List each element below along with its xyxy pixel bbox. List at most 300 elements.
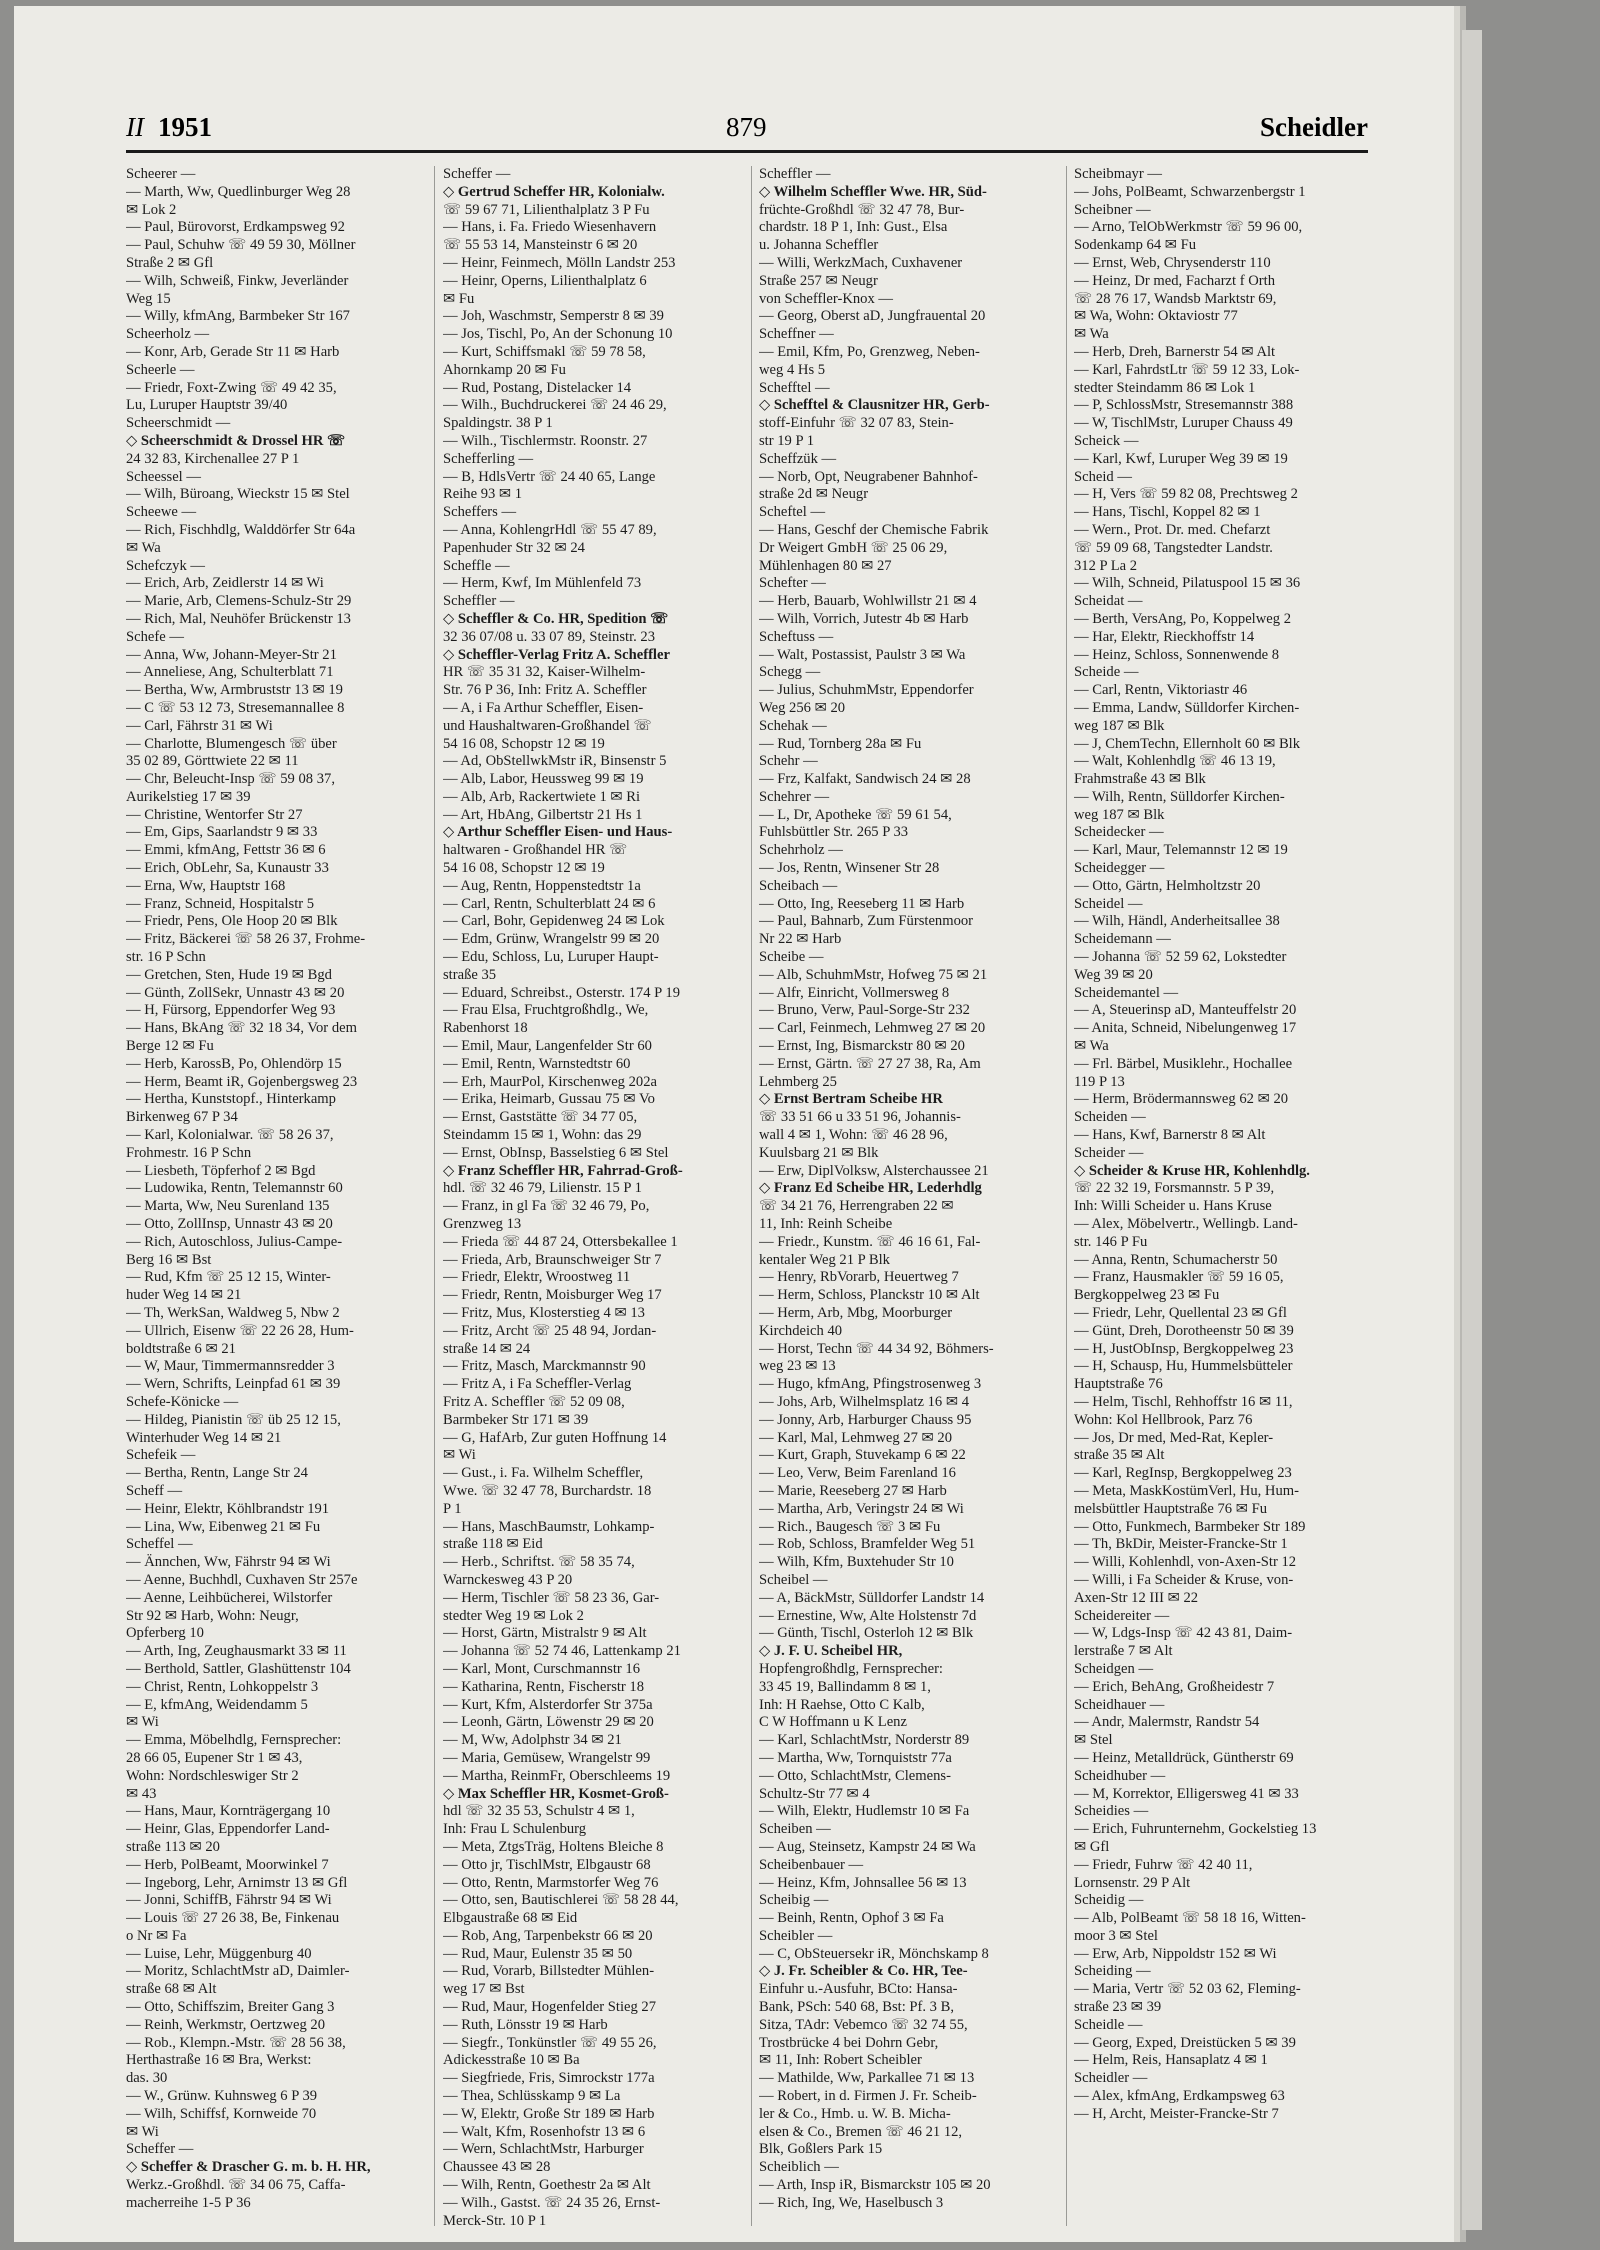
entry-line: kentaler Weg 21 P Blk	[759, 1251, 890, 1268]
entry-line: — Em, Gips, Saarlandstr 9 ✉ 33	[126, 824, 318, 841]
firm-entry-line: ◇ Max Scheffler HR, Kosmet-Groß-	[443, 1785, 669, 1802]
surname-heading: Scheibel —	[759, 1571, 828, 1588]
entry-line: — Georg, Exped, Dreistücken 5 ✉ 39	[1074, 2034, 1296, 2051]
entry-line: straße 68 ✉ Alt	[126, 1981, 217, 1998]
entry-line: — Rud, Maur, Eulenstr 35 ✉ 50	[443, 1945, 633, 1962]
entry-line: ✉ Fu	[443, 290, 475, 307]
entry-line: Hopfengroßhdlg, Fernsprecher:	[759, 1660, 943, 1677]
entry-line: — Ernst, ObInsp, Basselstieg 6 ✉ Stel	[443, 1144, 669, 1161]
entry-line: — Anna, Ww, Johann-Meyer-Str 21	[126, 646, 337, 663]
surname-heading: Scheidereiter —	[1074, 1607, 1170, 1624]
firm-entry-line: ◇ Franz Scheffler HR, Fahrrad-Groß-	[443, 1162, 683, 1179]
entry-line: — Robert, in d. Firmen J. Fr. Scheib-	[759, 2088, 977, 2105]
directory-column-2	[443, 166, 741, 2226]
entry-line: — Otto, Rentn, Marmstorfer Weg 76	[443, 1874, 659, 1891]
entry-line: — Fritz, Bäckerei ☏ 58 26 37, Frohme-	[126, 931, 366, 948]
entry-line: — Hildeg, Pianistin ☏ üb 25 12 15,	[126, 1411, 341, 1428]
entry-line: — Rud, Tornberg 28a ✉ Fu	[759, 735, 922, 752]
surname-heading: Scheidel —	[1074, 895, 1143, 912]
entry-line: — Joh, Waschmstr, Semperstr 8 ✉ 39	[443, 308, 664, 325]
entry-line: — Hertha, Kunststopf., Hinterkamp	[126, 1091, 336, 1108]
entry-line: früchte-Großhdl ☏ 32 47 78, Bur-	[759, 201, 965, 218]
entry-line: Blk, Goßlers Park 15	[759, 2141, 883, 2158]
entry-line: ler & Co., Hmb. u. W. B. Micha-	[759, 2105, 951, 2122]
entry-line: Mühlenhagen 80 ✉ 27	[759, 557, 892, 574]
entry-line: straße 113 ✉ 20	[126, 1838, 220, 1855]
entry-line: — Friedr, Foxt-Zwing ☏ 49 42 35,	[126, 379, 337, 396]
surname-heading: Scheidies —	[1074, 1803, 1149, 1820]
entry-line: — Jos, Tischl, Po, An der Schonung 10	[443, 326, 673, 343]
entry-line: — Rich., Baugesch ☏ 3 ✉ Fu	[759, 1518, 941, 1535]
firm-entry-line: ◇ J. F. U. Scheibel HR,	[759, 1643, 903, 1660]
firm-entry-line: ◇ Franz Ed Scheibe HR, Lederhdlg	[759, 1180, 982, 1197]
entry-line: — Frl. Bärbel, Musiklehr., Hochallee	[1074, 1055, 1293, 1072]
entry-line: ☏ 55 53 14, Mansteinstr 6 ✉ 20	[443, 237, 638, 254]
entry-line: str 19 P 1	[759, 432, 815, 449]
entry-line: — Alfr, Einricht, Vollmersweg 8	[759, 984, 950, 1001]
entry-line: — Hans, Tischl, Koppel 82 ✉ 1	[1074, 504, 1261, 521]
entry-line: — Hugo, kfmAng, Pfingstrosenweg 3	[759, 1376, 982, 1393]
entry-line: Inh: Willi Scheider u. Hans Kruse	[1074, 1198, 1272, 1215]
entry-line: Werkz.-Großhdl. ☏ 34 06 75, Caffa-	[126, 2177, 346, 2194]
entry-line: straße 2d ✉ Neugr	[759, 486, 869, 503]
entry-line: — Alb, PolBeamt ☏ 58 18 16, Witten-	[1074, 1910, 1306, 1927]
entry-line: Wohn: Nordschleswiger Str 2	[126, 1767, 299, 1784]
surname-heading: Scheewe —	[126, 504, 197, 521]
entry-line: Dr Weigert GmbH ☏ 25 06 29,	[759, 539, 948, 556]
surname-heading: von Scheffler-Knox —	[759, 290, 893, 307]
entry-line: — Alb, Labor, Heussweg 99 ✉ 19	[443, 771, 644, 788]
entry-line: — Heinr, Feinmech, Mölln Landstr 253	[443, 254, 676, 271]
entry-line: — Th, WerkSan, Waldweg 5, Nbw 2	[126, 1305, 340, 1321]
surname-heading: Scheidig —	[1074, 1892, 1144, 1909]
entry-line: hdl. ☏ 32 46 79, Lilienstr. 15 P 1	[443, 1180, 642, 1197]
entry-line: — Moritz, SchlachtMstr aD, Daimler-	[126, 1963, 350, 1980]
entry-line: — Frieda, Arb, Braunschweiger Str 7	[443, 1251, 662, 1268]
entry-line: — Carl, Fährstr 31 ✉ Wi	[126, 717, 273, 734]
entry-line: — Wilh, Elektr, Hudlemstr 10 ✉ Fa	[759, 1803, 970, 1820]
entry-line: — Hans, Geschf der Chemische Fabrik	[759, 521, 989, 538]
entry-line: Merck-Str. 10 P 1	[443, 2212, 547, 2226]
surname-heading: Scheiden —	[1074, 1109, 1146, 1126]
surname-heading: Scheerschmidt —	[126, 415, 231, 432]
entry-line: — Charlotte, Blumengesch ☏ über	[126, 735, 337, 752]
book-spine	[1462, 30, 1482, 2230]
entry-line: — W, Elektr, Große Str 189 ✉ Harb	[443, 2105, 655, 2122]
entry-line: — Wern, SchlachtMstr, Harburger	[443, 2141, 644, 2158]
entry-line: Opferberg 10	[126, 1625, 204, 1642]
entry-line: — Martha, Ww, Tornquiststr 77a	[759, 1749, 952, 1766]
entry-line: — Otto, Ing, Reeseberg 11 ✉ Harb	[759, 895, 965, 912]
entry-line: — Herb, Dreh, Barnerstr 54 ✉ Alt	[1074, 343, 1276, 360]
entry-line: Lehmberg 25	[759, 1073, 837, 1090]
entry-line: straße 118 ✉ Eid	[443, 1536, 543, 1553]
entry-line: — Emil, Kfm, Po, Grenzweg, Neben-	[759, 343, 980, 360]
entry-line: ✉ Stel	[1074, 1732, 1113, 1749]
entry-line: — E, kfmAng, Weidendamm 5	[126, 1696, 308, 1713]
entry-line: — Norb, Opt, Neugrabener Bahnhof-	[759, 468, 978, 485]
entry-line: — Horst, Gärtn, Mistralstr 9 ✉ Alt	[443, 1625, 647, 1642]
surname-heading: Scheibenbauer —	[759, 1856, 864, 1873]
entry-line: — Otto, ZollInsp, Unnastr 43 ✉ 20	[126, 1216, 333, 1233]
entry-line: — Alb, Arb, Rackertwiete 1 ✉ Ri	[443, 788, 641, 805]
entry-line: — Heinz, Schloss, Sonnenwende 8	[1074, 646, 1280, 663]
firm-entry-line: ◇ Scheffer & Drascher G. m. b. H. HR,	[126, 2159, 371, 2176]
entry-line: — Otto jr, TischlMstr, Elbgaustr 68	[443, 1856, 651, 1873]
entry-line: — Franz, Hausmakler ☏ 59 16 05,	[1074, 1269, 1284, 1286]
entry-line: — Art, HbAng, Gilbertstr 21 Hs 1	[443, 806, 643, 823]
entry-line: — Herm, Beamt iR, Gojenbergsweg 23	[126, 1073, 358, 1090]
entry-line: — Wilh., Gastst. ☏ 24 35 26, Ernst-	[443, 2194, 661, 2211]
entry-line: — Herm, Arb, Mbg, Moorburger	[759, 1305, 953, 1321]
entry-line: 312 P La 2	[1074, 557, 1138, 574]
surname-heading: Scheffel —	[126, 1536, 193, 1553]
entry-line: — Bruno, Verw, Paul-Sorge-Str 232	[759, 1002, 970, 1019]
entry-line: — Wern, Schrifts, Leinpfad 61 ✉ 39	[126, 1376, 341, 1393]
entry-line: — Helm, Reis, Hansaplatz 4 ✉ 1	[1074, 2052, 1268, 2069]
entry-line: Birkenweg 67 P 34	[126, 1109, 238, 1126]
entry-line: Frahmstraße 43 ✉ Blk	[1074, 771, 1206, 788]
entry-line: Lu, Luruper Hauptstr 39/40	[126, 397, 288, 414]
entry-line: — Leonh, Gärtn, Löwenstr 29 ✉ 20	[443, 1714, 654, 1731]
surname-heading: Schefter —	[759, 575, 826, 592]
entry-line: — Hans, Kwf, Barnerstr 8 ✉ Alt	[1074, 1127, 1266, 1144]
entry-line: und Haushaltwaren-Großhandel ☏	[443, 717, 652, 734]
entry-line: Straße 257 ✉ Neugr	[759, 272, 878, 289]
entry-line: — Meta, ZtgsTräg, Holtens Bleiche 8	[443, 1838, 664, 1855]
entry-line: — Georg, Oberst aD, Jungfrauental 20	[759, 308, 986, 325]
entry-line: — C ☏ 53 12 73, Stresemannallee 8	[126, 699, 345, 716]
entry-line: Steindamm 15 ✉ 1, Wohn: das 29	[443, 1127, 642, 1144]
entry-line: — Siegfr., Tonkünstler ☏ 49 55 26,	[443, 2034, 657, 2051]
entry-line: Elbgaustraße 68 ✉ Eid	[443, 1910, 578, 1927]
entry-line: ☏ 59 09 68, Tangstedter Landstr.	[1074, 539, 1273, 556]
surname-heading: Schehak —	[759, 717, 827, 734]
entry-line: — B, HdlsVertr ☏ 24 40 65, Lange	[443, 468, 656, 485]
entry-line: straße 35 ✉ Alt	[1074, 1447, 1165, 1464]
surname-heading: Schegg —	[759, 664, 821, 681]
entry-line: — Herm, Tischler ☏ 58 23 36, Gar-	[443, 1589, 660, 1606]
entry-line: — Fritz, Mus, Klosterstieg 4 ✉ 13	[443, 1305, 645, 1321]
entry-line: — Friedr, Rentn, Moisburger Weg 17	[443, 1287, 662, 1304]
entry-line: 32 36 07/08 u. 33 07 89, Steinstr. 23	[443, 628, 656, 645]
entry-line: — Walt, Postassist, Paulstr 3 ✉ Wa	[759, 646, 966, 663]
entry-line: — Heinr, Operns, Lilienthalplatz 6	[443, 272, 647, 289]
entry-line: — Herb, Bauarb, Wohlwillstr 21 ✉ 4	[759, 593, 977, 610]
guide-word: Scheidler	[1260, 112, 1368, 142]
entry-line: — Katharina, Rentn, Fischerstr 18	[443, 1678, 645, 1695]
entry-line: — C, ObSteuersekr iR, Mönchskamp 8	[759, 1945, 989, 1962]
entry-line: — Herm, Schloss, Planckstr 10 ✉ Alt	[759, 1287, 980, 1304]
entry-line: 28 66 05, Eupener Str 1 ✉ 43,	[126, 1749, 303, 1766]
entry-line: Winterhuder Weg 14 ✉ 21	[126, 1429, 282, 1446]
entry-line: — Frieda ☏ 44 87 24, Ottersbekallee 1	[443, 1233, 678, 1250]
surname-heading: Scheiding —	[1074, 1963, 1151, 1980]
surname-heading: Scheidemann —	[1074, 931, 1171, 948]
surname-heading: Scheiblich —	[759, 2159, 839, 2176]
entry-line: — Emma, Möbelhdlg, Fernsprecher:	[126, 1732, 342, 1749]
entry-line: Nr 22 ✉ Harb	[759, 931, 842, 948]
entry-line: weg 17 ✉ Bst	[443, 1981, 525, 1998]
directory-page	[14, 6, 1454, 2242]
surname-heading: Schefe-Könicke —	[126, 1393, 239, 1410]
entry-line: 119 P 13	[1074, 1073, 1125, 1090]
surname-heading: Scheerle —	[126, 361, 195, 378]
entry-line: — Rich, Fischhdlg, Walddörfer Str 64a	[126, 521, 356, 538]
surname-heading: Scheider —	[1074, 1144, 1144, 1161]
entry-line: — Rob, Ang, Tarpenbekstr 66 ✉ 20	[443, 1927, 653, 1944]
entry-line: — A, i Fa Arthur Scheffler, Eisen-	[443, 699, 644, 716]
entry-line: — Fritz, Masch, Marckmannstr 90	[443, 1358, 646, 1375]
entry-line: Chaussee 43 ✉ 28	[443, 2159, 551, 2176]
column-rule	[434, 166, 435, 2226]
entry-line: — Walt, Kohlenhdlg ☏ 46 13 19,	[1074, 753, 1276, 770]
entry-line: — Ernst, Gärtn. ☏ 27 27 38, Ra, Am	[759, 1055, 981, 1072]
entry-line: Kirchdeich 40	[759, 1322, 843, 1339]
entry-line: — Ernst, Web, Chrysenderstr 110	[1074, 254, 1271, 271]
entry-line: — Ad, ObStellwkMstr iR, Binsenstr 5	[443, 753, 667, 770]
entry-line: — Rud, Maur, Hogenfelder Stieg 27	[443, 1999, 657, 2016]
entry-line: — H, Vers ☏ 59 82 08, Prechtsweg 2	[1074, 486, 1298, 503]
entry-line: — Otto, SchlachtMstr, Clemens-	[759, 1767, 951, 1784]
entry-line: — Franz, in gl Fa ☏ 32 46 79, Po,	[443, 1198, 650, 1215]
entry-line: weg 187 ✉ Blk	[1074, 806, 1165, 823]
entry-line: — Kurt, Kfm, Alsterdorfer Str 375a	[443, 1696, 653, 1713]
entry-line: — Gretchen, Sten, Hude 19 ✉ Bgd	[126, 966, 332, 983]
year: 1951	[157, 112, 212, 142]
entry-line: Weg 256 ✉ 20	[759, 699, 846, 716]
entry-line: — Martha, ReinmFr, Oberschleems 19	[443, 1767, 671, 1784]
entry-line: Str 92 ✉ Harb, Wohn: Neugr,	[126, 1607, 299, 1624]
entry-line: C W Hoffmann u K Lenz	[759, 1714, 907, 1731]
surname-heading: Scheff —	[126, 1482, 183, 1499]
entry-line: — Karl, SchlachtMstr, Norderstr 89	[759, 1732, 970, 1749]
entry-line: — Rob., Klempn.-Mstr. ☏ 28 56 38,	[126, 2034, 346, 2051]
entry-line: — G, HafArb, Zur guten Hoffnung 14	[443, 1429, 667, 1446]
entry-line: ✉ Wa	[1074, 326, 1109, 343]
entry-line: — Günth, ZollSekr, Unnastr 43 ✉ 20	[126, 984, 345, 1001]
entry-line: — Rich, Ing, We, Haselbusch 3	[759, 2194, 944, 2211]
entry-line: — Marie, Reeseberg 27 ✉ Harb	[759, 1482, 947, 1499]
entry-line: — Wilh, Kfm, Buxtehuder Str 10	[759, 1554, 954, 1571]
entry-line: — Rich, Mal, Neuhöfer Brückenstr 13	[126, 610, 351, 627]
entry-line: — Arth, Ing, Zeughausmarkt 33 ✉ 11	[126, 1643, 347, 1660]
entry-line: ☏ 22 32 19, Forsmannstr. 5 P 39,	[1074, 1180, 1275, 1197]
entry-line: — Eduard, Schreibst., Osterstr. 174 P 19	[443, 984, 680, 1001]
entry-line: — Willi, Kohlenhdl, von-Axen-Str 12	[1074, 1554, 1297, 1571]
entry-line: — Wilh., Tischlermstr. Roonstr. 27	[443, 432, 648, 449]
entry-line: — H, Archt, Meister-Francke-Str 7	[1074, 2105, 1279, 2122]
entry-line: weg 4 Hs 5	[759, 361, 826, 378]
entry-line: — Aenne, Buchhdl, Cuxhaven Str 257e	[126, 1571, 358, 1588]
entry-line: ☏ 33 51 66 u 33 51 96, Johannis-	[759, 1109, 961, 1126]
entry-line: — Heinz, Dr med, Facharzt f Orth	[1074, 272, 1275, 289]
entry-line: Grenzweg 13	[443, 1216, 522, 1233]
entry-line: — H, Schausp, Hu, Hummelsbütteler	[1074, 1358, 1293, 1375]
entry-line: — Bertha, Ww, Armbruststr 13 ✉ 19	[126, 682, 343, 699]
entry-line: Papenhuder Str 32 ✉ 24	[443, 539, 585, 556]
surname-heading: Scheid —	[1074, 468, 1132, 485]
entry-line: str. 146 P Fu	[1074, 1233, 1148, 1250]
entry-line: — Marie, Arb, Clemens-Schulz-Str 29	[126, 593, 352, 610]
entry-line: — Konr, Arb, Gerade Str 11 ✉ Harb	[126, 343, 340, 360]
surname-heading: Scheibner —	[1074, 201, 1151, 218]
entry-line: boldtstraße 6 ✉ 21	[126, 1340, 236, 1357]
directory-column-1	[126, 166, 424, 2226]
volume-number: II	[126, 112, 144, 142]
entry-line: — Martha, Arb, Veringstr 24 ✉ Wi	[759, 1500, 964, 1517]
entry-line: — Chr, Beleucht-Insp ☏ 59 08 37,	[126, 771, 335, 788]
surname-heading: Scheibler —	[759, 1927, 833, 1944]
entry-line: — A, Steuerinsp aD, Manteuffelstr 20	[1074, 1002, 1297, 1019]
entry-line: 24 32 83, Kirchenallee 27 P 1	[126, 450, 300, 467]
entry-line: — Jonny, Arb, Harburger Chauss 95	[759, 1411, 972, 1428]
entry-line: — Christ, Rentn, Lohkoppelstr 3	[126, 1678, 319, 1695]
entry-line: Berge 12 ✉ Fu	[126, 1038, 214, 1055]
entry-line: — Willi, WerkzMach, Cuxhavener	[759, 254, 963, 271]
entry-line: — Edm, Grünw, Wrangelstr 99 ✉ 20	[443, 931, 660, 948]
entry-line: Lornsenstr. 29 P Alt	[1074, 1874, 1191, 1891]
entry-line: — Herb, PolBeamt, Moorwinkel 7	[126, 1856, 329, 1873]
entry-line: — Johanna ☏ 52 59 62, Lokstedter	[1074, 949, 1287, 966]
entry-line: — Aug, Steinsetz, Kampstr 24 ✉ Wa	[759, 1838, 976, 1855]
firm-entry-line: ◇ Schefftel & Clausnitzer HR, Gerb-	[759, 397, 990, 414]
entry-line: — Otto, Gärtn, Helmholtzstr 20	[1074, 877, 1261, 894]
entry-line: — Paul, Bürovorst, Erdkampsweg 92	[126, 219, 345, 236]
entry-line: — Paul, Schuhw ☏ 49 59 30, Möllner	[126, 237, 356, 254]
entry-line: chardstr. 18 P 1, Inh: Gust., Elsa	[759, 219, 948, 236]
entry-line: — Bertha, Rentn, Lange Str 24	[126, 1465, 308, 1482]
entry-line: — M, Korrektor, Elligersweg 41 ✉ 33	[1074, 1785, 1299, 1802]
entry-line: — Wilh, Schiffsf, Kornweide 70	[126, 2105, 317, 2122]
entry-line: Frohmestr. 16 P Schn	[126, 1144, 252, 1161]
entry-line: — Walt, Kfm, Rosenhofstr 13 ✉ 6	[443, 2123, 646, 2140]
firm-entry-line: ◇ Gertrud Scheffer HR, Kolonialw.	[443, 183, 665, 200]
entry-line: Ahornkamp 20 ✉ Fu	[443, 361, 566, 378]
entry-line: — Carl, Rentn, Schulterblatt 24 ✉ 6	[443, 895, 656, 912]
entry-line: — Friedr, Fuhrw ☏ 42 40 11,	[1074, 1856, 1253, 1873]
entry-line: — Carl, Feinmech, Lehmweg 27 ✉ 20	[759, 1020, 986, 1037]
surname-heading: Scheffer —	[443, 166, 511, 182]
surname-heading: Scheffer —	[126, 2141, 194, 2158]
entry-line: — Karl, Mal, Lehmweg 27 ✉ 20	[759, 1429, 952, 1446]
entry-line: — Rob, Schloss, Bramfelder Weg 51	[759, 1536, 976, 1553]
entry-line: Wwe. ☏ 32 47 78, Burchardstr. 18	[443, 1482, 652, 1499]
surname-heading: Scheidegger —	[1074, 860, 1165, 877]
entry-line: — Franz, Schneid, Hospitalstr 5	[126, 895, 315, 912]
surname-heading: Schefczyk —	[126, 557, 206, 574]
surname-heading: Scheidgen —	[1074, 1660, 1154, 1677]
entry-line: — Erw, DiplVolksw, Alsterchaussee 21	[759, 1162, 989, 1179]
entry-line: Rabenhorst 18	[443, 1020, 528, 1037]
entry-line: ✉ Lok 2	[126, 201, 177, 218]
entry-line: — Kurt, Graph, Stuvekamp 6 ✉ 22	[759, 1447, 966, 1464]
surname-heading: Scheiben —	[759, 1821, 831, 1838]
entry-line: ✉ Wi	[126, 1714, 159, 1731]
entry-line: Bergkoppelweg 23 ✉ Fu	[1074, 1287, 1220, 1304]
entry-line: ✉ Wa	[1074, 1038, 1109, 1055]
entry-line: — Ernst, Ing, Bismarckstr 80 ✉ 20	[759, 1038, 965, 1055]
entry-line: — Anna, Rentn, Schumacherstr 50	[1074, 1251, 1278, 1268]
surname-heading: Scheidhauer —	[1074, 1696, 1165, 1713]
entry-line: 54 16 08, Schopstr 12 ✉ 19	[443, 860, 605, 877]
entry-line: — Jonni, SchiffB, Fährstr 94 ✉ Wi	[126, 1892, 332, 1909]
firm-entry-line: ◇ Arthur Scheffler Eisen- und Haus-	[443, 824, 673, 841]
surname-heading: Scheidecker —	[1074, 824, 1164, 841]
entry-line: — Gust., i. Fa. Wilhelm Scheffler,	[443, 1465, 644, 1482]
entry-line: P 1	[443, 1500, 462, 1517]
surname-heading: Scheidle —	[1074, 2016, 1143, 2033]
entry-line: Hauptstraße 76	[1074, 1376, 1163, 1393]
entry-line: — Herm, Brödermannsweg 62 ✉ 20	[1074, 1091, 1289, 1108]
entry-line: — Paul, Bahnarb, Zum Fürstenmoor	[759, 913, 974, 930]
entry-line: — Leo, Verw, Beim Farenland 16	[759, 1465, 956, 1482]
entry-line: — H, JustObInsp, Bergkoppelweg 23	[1074, 1340, 1294, 1357]
entry-line: — Fritz, Archt ☏ 25 48 94, Jordan-	[443, 1322, 657, 1339]
entry-line: — Aenne, Leihbücherei, Wilstorfer	[126, 1589, 333, 1606]
entry-line: — Karl, Mont, Curschmannstr 16	[443, 1660, 640, 1677]
entry-line: Weg 15	[126, 290, 171, 307]
entry-line: — Johanna ☏ 52 74 46, Lattenkamp 21	[443, 1643, 681, 1660]
entry-line: — Ännchen, Ww, Fährstr 94 ✉ Wi	[126, 1554, 331, 1571]
entry-line: ✉ 43	[126, 1785, 157, 1802]
surname-heading: Schefeik —	[126, 1447, 196, 1464]
entry-line: — Mathilde, Ww, Parkallee 71 ✉ 13	[759, 2070, 975, 2087]
entry-line: ✉ 11, Inh: Robert Scheibler	[759, 2052, 922, 2069]
surname-heading: Scheffle —	[443, 557, 510, 574]
entry-line: ☏ 34 21 76, Herrengraben 22 ✉	[759, 1198, 954, 1215]
entry-line: macherreihe 1-5 P 36	[126, 2194, 251, 2211]
page-header	[126, 106, 1368, 153]
entry-line: — Frz, Kalfakt, Sandwisch 24 ✉ 28	[759, 771, 971, 788]
entry-line: stedter Steindamm 86 ✉ Lok 1	[1074, 379, 1256, 396]
entry-line: — Rud, Kfm ☏ 25 12 15, Winter-	[126, 1269, 331, 1286]
entry-line: — Reinh, Werkmstr, Oertzweg 20	[126, 2016, 325, 2033]
entry-line: — Meta, MaskKostümVerl, Hu, Hum-	[1074, 1482, 1299, 1499]
entry-line: Schultz-Str 77 ✉ 4	[759, 1785, 870, 1802]
entry-line: lerstraße 7 ✉ Alt	[1074, 1643, 1173, 1660]
entry-line: 54 16 08, Schopstr 12 ✉ 19	[443, 735, 605, 752]
entry-line: — Erika, Heimarb, Gussau 75 ✉ Vo	[443, 1091, 655, 1108]
entry-line: Trostbrücke 4 bei Dohrn Gebr,	[759, 2034, 939, 2051]
entry-line: — Marta, Ww, Neu Surenland 135	[126, 1198, 330, 1215]
entry-line: — Siegfriede, Fris, Simrockstr 177a	[443, 2070, 655, 2087]
column-rule	[751, 166, 752, 2226]
entry-line: — Erich, ObLehr, Sa, Kunaustr 33	[126, 860, 329, 877]
entry-line: Fritz A. Scheffler ☏ 52 09 08,	[443, 1393, 625, 1410]
entry-line: — Lina, Ww, Eibenweg 21 ✉ Fu	[126, 1518, 321, 1535]
entry-line: — Alex, Möbelvertr., Wellingb. Land-	[1074, 1216, 1298, 1233]
entry-line: str. 16 P Schn	[126, 949, 206, 966]
entry-line: — Willy, kfmAng, Barmbeker Str 167	[126, 308, 350, 325]
entry-line: — J, ChemTechn, Ellernholt 60 ✉ Blk	[1074, 735, 1301, 752]
entry-line: Adickesstraße 10 ✉ Ba	[443, 2052, 580, 2069]
entry-line: — Har, Elektr, Rieckhoffstr 14	[1074, 628, 1255, 645]
entry-line: — M, Ww, Adolphstr 34 ✉ 21	[443, 1732, 622, 1749]
entry-line: Einfuhr u.-Ausfuhr, BCto: Hansa-	[759, 1981, 958, 1998]
entry-line: elsen & Co., Bremen ☏ 46 21 12,	[759, 2123, 963, 2140]
firm-entry-line: ◇ Wilhelm Scheffler Wwe. HR, Süd-	[759, 183, 987, 200]
entry-line: — H, Fürsorg, Eppendorfer Weg 93	[126, 1002, 336, 1019]
entry-line: — Erna, Ww, Hauptstr 168	[126, 877, 286, 894]
entry-line: — Emil, Rentn, Warnstedtstr 60	[443, 1055, 631, 1072]
entry-line: — Hans, Maur, Kornträgergang 10	[126, 1803, 331, 1820]
surname-heading: Scheide —	[1074, 664, 1139, 681]
entry-line: — Frau Elsa, Fruchtgroßhdlg., We,	[443, 1002, 649, 1019]
entry-line: straße 14 ✉ 24	[443, 1340, 531, 1357]
entry-line: — L, Dr, Apotheke ☏ 59 61 54,	[759, 806, 952, 823]
entry-line: — Erich, Fuhrunternehm, Gockelstieg 13	[1074, 1821, 1317, 1838]
